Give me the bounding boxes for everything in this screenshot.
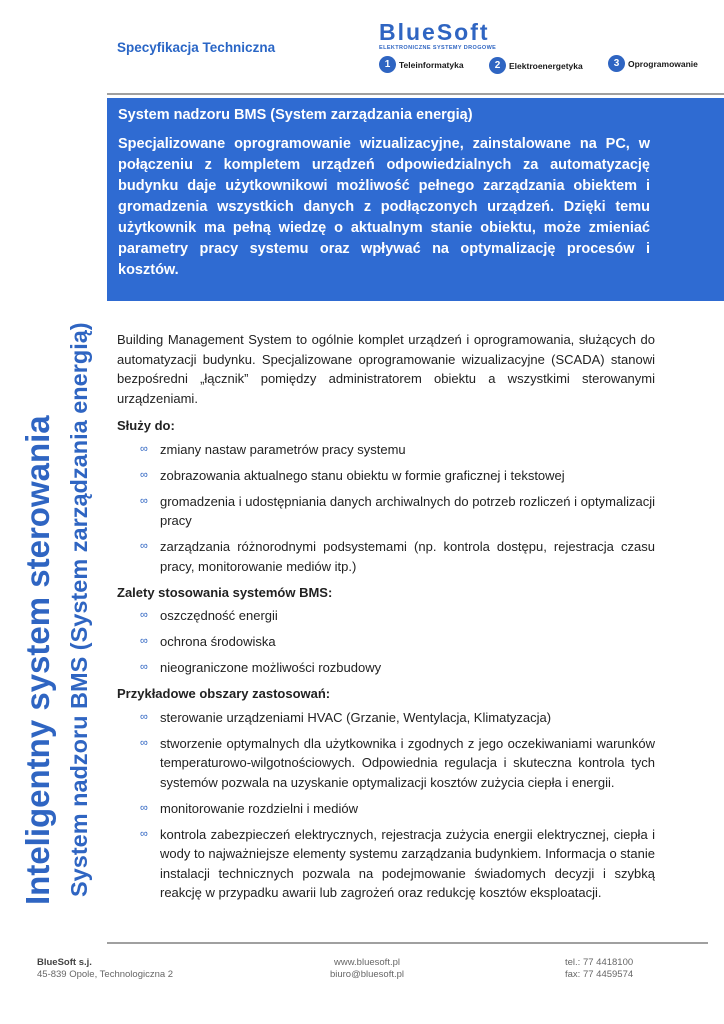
logo-tagline: ELEKTRONICZNE SYSTEMY DROGOWE (379, 45, 497, 51)
list-item (117, 658, 655, 678)
list-item-text: zobrazowania aktualnego stanu obiektu w formie graficznej i tekstowej (160, 467, 565, 483)
bullet-icon: ∞ (140, 635, 148, 647)
document-body (117, 330, 655, 909)
list-item-text: sterowanie urządzeniami HVAC (Grzanie, Wentylacja, Klimatyzacja) (160, 709, 552, 725)
list-item (117, 708, 655, 728)
bullet-icon: ∞ (140, 494, 148, 507)
footer-address: 45-839 Opole, Technologiczna 2 (37, 969, 174, 980)
company-logo (379, 20, 496, 51)
footer-email-link[interactable]: biuro@bluesoft.pl (329, 969, 405, 980)
list-item-text: kontrola zabezpieczeń elektrycznych, rejestracja zużycia energii elektrycznej, ciepła i wody to najważniejsze elementy systemu zarządzania budynkiem. Informacja o stanie instalacji technicznych pozwala na podejmowanie świadomych decyzji i szybką reakcję w przypadku awarii lub zagrożeń oraz redukcję kosztów eksploatacji. (160, 826, 655, 900)
division-list (379, 54, 709, 76)
list-item (117, 734, 655, 793)
bullet-list (117, 606, 655, 678)
list-item (117, 537, 655, 576)
sidebar-title-main: Inteligentny system sterowania (19, 415, 56, 905)
sidebar-title-sub: System nadzoru BMS (System zarządzania energią) (66, 322, 92, 897)
footer-company-name: BlueSoft s.j. (37, 957, 92, 968)
bullet-icon: ∞ (140, 827, 148, 840)
highlight-text: Specjalizowane oprogramowanie wizualizacyjne, zainstalowane na PC, w połączeniu z kompletem urządzeń odpowiedzialnych za automatyzację budynku daje użytkownikowi możliwość pełnego zarządzania obiektem i gromadzenia wszystkich danych z podłączonych urządzeń. Dzięki temu użytkownik ma pełną wiedzę o aktualnym stanie obiektu, może zmieniać parametry pracy systemu oraz wpływać na optymalizację procesów i kosztów. (118, 136, 650, 278)
section-heading: Służy do: (117, 418, 175, 433)
header-title: Specyfikacja Techniczna (117, 40, 276, 55)
division-elektroenergetyka (489, 57, 583, 74)
section-heading: Przykładowe obszary zastosowań: (117, 686, 331, 701)
list-item-text: nieograniczone możliwości rozbudowy (160, 660, 382, 675)
bullet-icon: ∞ (140, 442, 148, 455)
division-number-1-icon: 1 (379, 56, 396, 73)
list-item-text: gromadzenia i udostępniania danych archiwalnych do potrzeb rozliczeń i optymalizacji pracy (160, 493, 655, 528)
list-item-text: oszczędność energii (160, 608, 278, 623)
division-label: Oprogramowanie (628, 58, 698, 69)
list-item (117, 606, 655, 626)
list-item-text: zmiany nastaw parametrów pracy systemu (160, 441, 406, 457)
list-item (117, 825, 655, 903)
section-uses (117, 416, 655, 576)
list-item (117, 440, 655, 460)
footer-phone: tel.: 77 4418100 (565, 957, 634, 968)
footer-contact-phone (565, 957, 649, 981)
division-label: Elektroenergetyka (509, 60, 583, 71)
footer-website-link[interactable]: www.bluesoft.pl (333, 957, 400, 968)
list-item (117, 466, 655, 486)
list-item-text: stworzenie optymalnych dla użytkownika i zgodnych z jego oczekiwaniami warunków temperaturowo-wilgotnościowych. Odpowiednia regulacja i skuteczna kontrola tych systemów pozwala na uzyskanie optymalizacji kosztów zużycia ciepła i energii. (160, 735, 655, 790)
bullet-list (117, 440, 655, 577)
logo-name: BlueSoft (379, 19, 490, 45)
section-heading: Zalety stosowania systemów BMS: (117, 584, 333, 600)
footer-contact-online (290, 957, 444, 981)
bullet-icon: ∞ (140, 540, 148, 552)
bullet-icon: ∞ (140, 661, 148, 673)
section-advantages (117, 583, 655, 678)
division-oprogramowanie (608, 55, 698, 72)
highlight-title: System nadzoru BMS (System zarządzania energią) (118, 107, 473, 123)
list-item-text: zarządzania różnorodnymi podsystemami (np. kontrola dostępu, rejestracja czasu pracy, monitorowanie mediów itp.) (160, 539, 655, 574)
bullet-icon: ∞ (140, 609, 148, 621)
bullet-icon: ∞ (140, 710, 148, 723)
list-item-text: monitorowanie rozdzielni i mediów (160, 800, 358, 816)
division-label: Teleinformatyka (399, 59, 464, 70)
division-teleinformatyka (379, 56, 464, 73)
list-item (117, 632, 655, 652)
division-number-3-icon: 3 (608, 55, 625, 72)
bullet-icon: ∞ (140, 801, 148, 814)
bullet-list (117, 708, 655, 903)
footer-fax: fax: 77 4459574 (565, 969, 634, 980)
list-item-text: ochrona środowiska (160, 634, 276, 649)
list-item (117, 492, 655, 531)
bullet-icon: ∞ (140, 468, 148, 481)
division-number-2-icon: 2 (489, 57, 506, 74)
bullet-icon: ∞ (140, 736, 148, 749)
intro-paragraph: Building Management System to ogólnie komplet urządzeń i oprogramowania, służących do automatyzacji budynku. Specjalizowane oprogramowanie wizualizacyjne (SCADA) stanowi bezpośredni „łącznik” pomiędzy administratorem obiektu a wszystkimi sterowanymi urządzeniami. (117, 332, 655, 406)
footer-company (37, 957, 173, 981)
top-divider (107, 93, 724, 95)
highlight-box (107, 98, 724, 301)
list-item (117, 799, 655, 819)
bottom-divider (107, 942, 708, 944)
section-applications (117, 684, 655, 903)
